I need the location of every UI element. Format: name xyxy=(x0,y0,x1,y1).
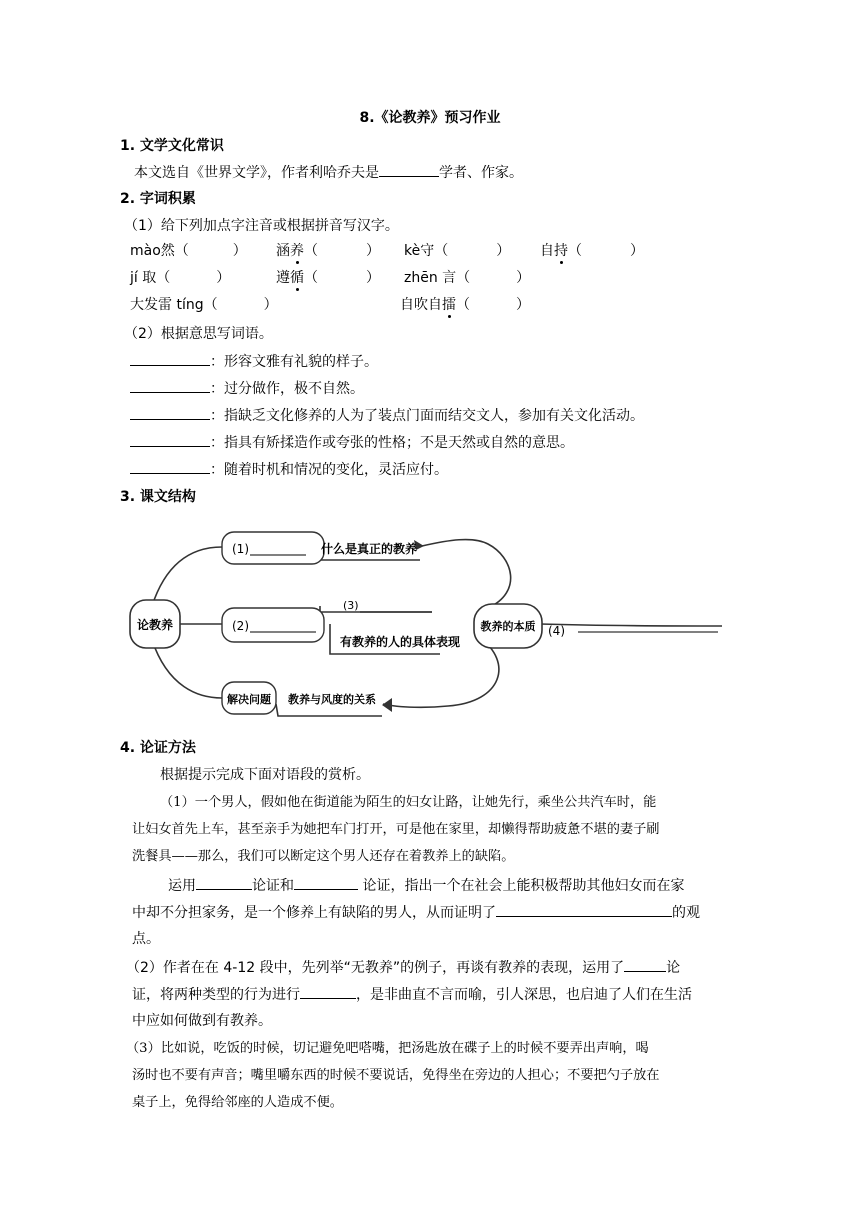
answer-blank[interactable] xyxy=(294,875,358,890)
passage-3-line: 汤时也不要有声音；嘴里嚼东西的时候不要说话，免得坐在旁边的人担心；不要把勺子放在 xyxy=(132,1068,660,1083)
word-item-keshou: kè守（ ） xyxy=(404,243,511,259)
passage-1-line: （1）一个男人，假如他在街道能为陌生的妇女让路，让她先行，乘坐公共汽车时，能 xyxy=(160,795,657,810)
passage-3-line: （3）比如说，吃饭的时候，切记避免吧嗒嘴，把汤匙放在碟子上的时候不要弄出声响，喝 xyxy=(126,1041,649,1056)
answer-blank[interactable] xyxy=(130,432,210,447)
s2-q2-label: （2）根据意思写词语。 xyxy=(124,326,273,342)
word-item-zichi: 自持（ ） xyxy=(540,243,644,259)
answer-blank[interactable] xyxy=(130,378,210,393)
section-4-heading: 4. 论证方法 xyxy=(120,740,196,756)
word-item-zunxun: 遵循（ ） xyxy=(276,270,380,286)
right-node-label: 教养的本质 xyxy=(480,620,536,633)
definition-row: ：过分做作，极不自然。 xyxy=(130,378,364,399)
s1-text-b: 学者、作家。 xyxy=(439,165,523,181)
right-branch-label: (4) xyxy=(548,624,565,638)
definition-row: ：指具有矫揉造作或夸张的性格；不是天然或自然的意思。 xyxy=(130,432,574,453)
branch-2-target: 有教养的人的具体表现 xyxy=(340,635,461,649)
loop-line xyxy=(422,540,511,608)
definition-row: ：形容文雅有礼貌的样子。 xyxy=(130,351,378,372)
s4-intro: 根据提示完成下面对语段的赏析。 xyxy=(160,767,370,783)
branch-3-label: 解决问题 xyxy=(227,693,271,706)
answer-blank[interactable] xyxy=(496,902,672,917)
s1-text-a: 本文选自《世界文学》，作者利哈乔夫是 xyxy=(134,165,379,181)
answer-blank[interactable] xyxy=(624,957,666,972)
section-3-heading: 3. 课文结构 xyxy=(120,489,196,505)
branch-2-sub-label: (3) xyxy=(343,599,359,612)
analysis-1-line: 运用 论证和 论证，指出一个在社会上能积极帮助其他妇女而在家 xyxy=(168,875,684,896)
answer-blank[interactable] xyxy=(300,984,356,999)
connector-line xyxy=(540,624,722,626)
target-underline xyxy=(320,606,432,612)
section-2-heading: 2. 字词积累 xyxy=(120,191,196,207)
passage-1-line: 让妇女首先上车，甚至亲手为她把车门打开，可是他在家里，却懒得帮助疲惫不堪的妻子刷 xyxy=(132,822,660,837)
analysis-1-line: 点。 xyxy=(132,931,160,947)
word-item-zichuizilei: 自吹自擂（ ） xyxy=(400,297,530,313)
analysis-2-line: 证，将两种类型的行为进行 ，是非曲直不言而喻，引人深思，也启迪了人们在生活 xyxy=(132,984,692,1005)
analysis-1-line: 中却不分担家务，是一个修养上有缺陷的男人，从而证明了 的观 xyxy=(132,902,700,923)
word-item-mao: mào然（ ） xyxy=(130,243,247,259)
answer-blank[interactable] xyxy=(379,162,439,177)
definition-row: ：指缺乏文化修养的人为了装点门面而结交文人，参加有关文化活动。 xyxy=(130,405,644,426)
passage-1-line: 洗餐具——那么，我们可以断定这个男人还存在着教养上的缺陷。 xyxy=(132,849,515,864)
arrowhead-icon xyxy=(382,698,392,712)
structure-diagram xyxy=(128,522,728,722)
answer-blank[interactable] xyxy=(130,351,210,366)
word-item-hanyang: 涵养（ ） xyxy=(276,243,380,259)
analysis-2-line: 中应如何做到有教养。 xyxy=(132,1013,272,1029)
answer-blank[interactable] xyxy=(196,875,252,890)
analysis-2-line: （2）作者在在 4-12 段中，先列举“无教养”的例子，再谈有教养的表现，运用了 论 xyxy=(126,957,680,978)
s1-question xyxy=(134,162,523,183)
definition-row: ：随着时机和情况的变化，灵活应付。 xyxy=(130,459,448,480)
passage-3-line: 桌子上，免得给邻座的人造成不便。 xyxy=(132,1095,343,1110)
branch-1-target: 什么是真正的教养 xyxy=(321,542,418,556)
branch-2-label: (2) xyxy=(232,619,249,633)
answer-blank[interactable] xyxy=(130,405,210,420)
branch-1-label: (1) xyxy=(232,542,249,556)
s2-q1-label: （1）给下列加点字注音或根据拼音写汉字。 xyxy=(124,218,399,234)
answer-blank[interactable] xyxy=(130,459,210,474)
branch-3-target: 教养与风度的关系 xyxy=(288,693,376,706)
connector-line xyxy=(152,547,222,606)
word-item-jiqu: jí 取（ ） xyxy=(130,270,231,286)
page-title: 8.《论教养》预习作业 xyxy=(359,110,501,126)
section-1-heading: 1. 文学文化常识 xyxy=(120,138,224,154)
word-item-zhenyan: zhēn 言（ ） xyxy=(404,270,531,286)
center-node-label: 论教养 xyxy=(136,618,174,632)
word-item-leiting: 大发雷 tíng（ ） xyxy=(130,297,278,313)
